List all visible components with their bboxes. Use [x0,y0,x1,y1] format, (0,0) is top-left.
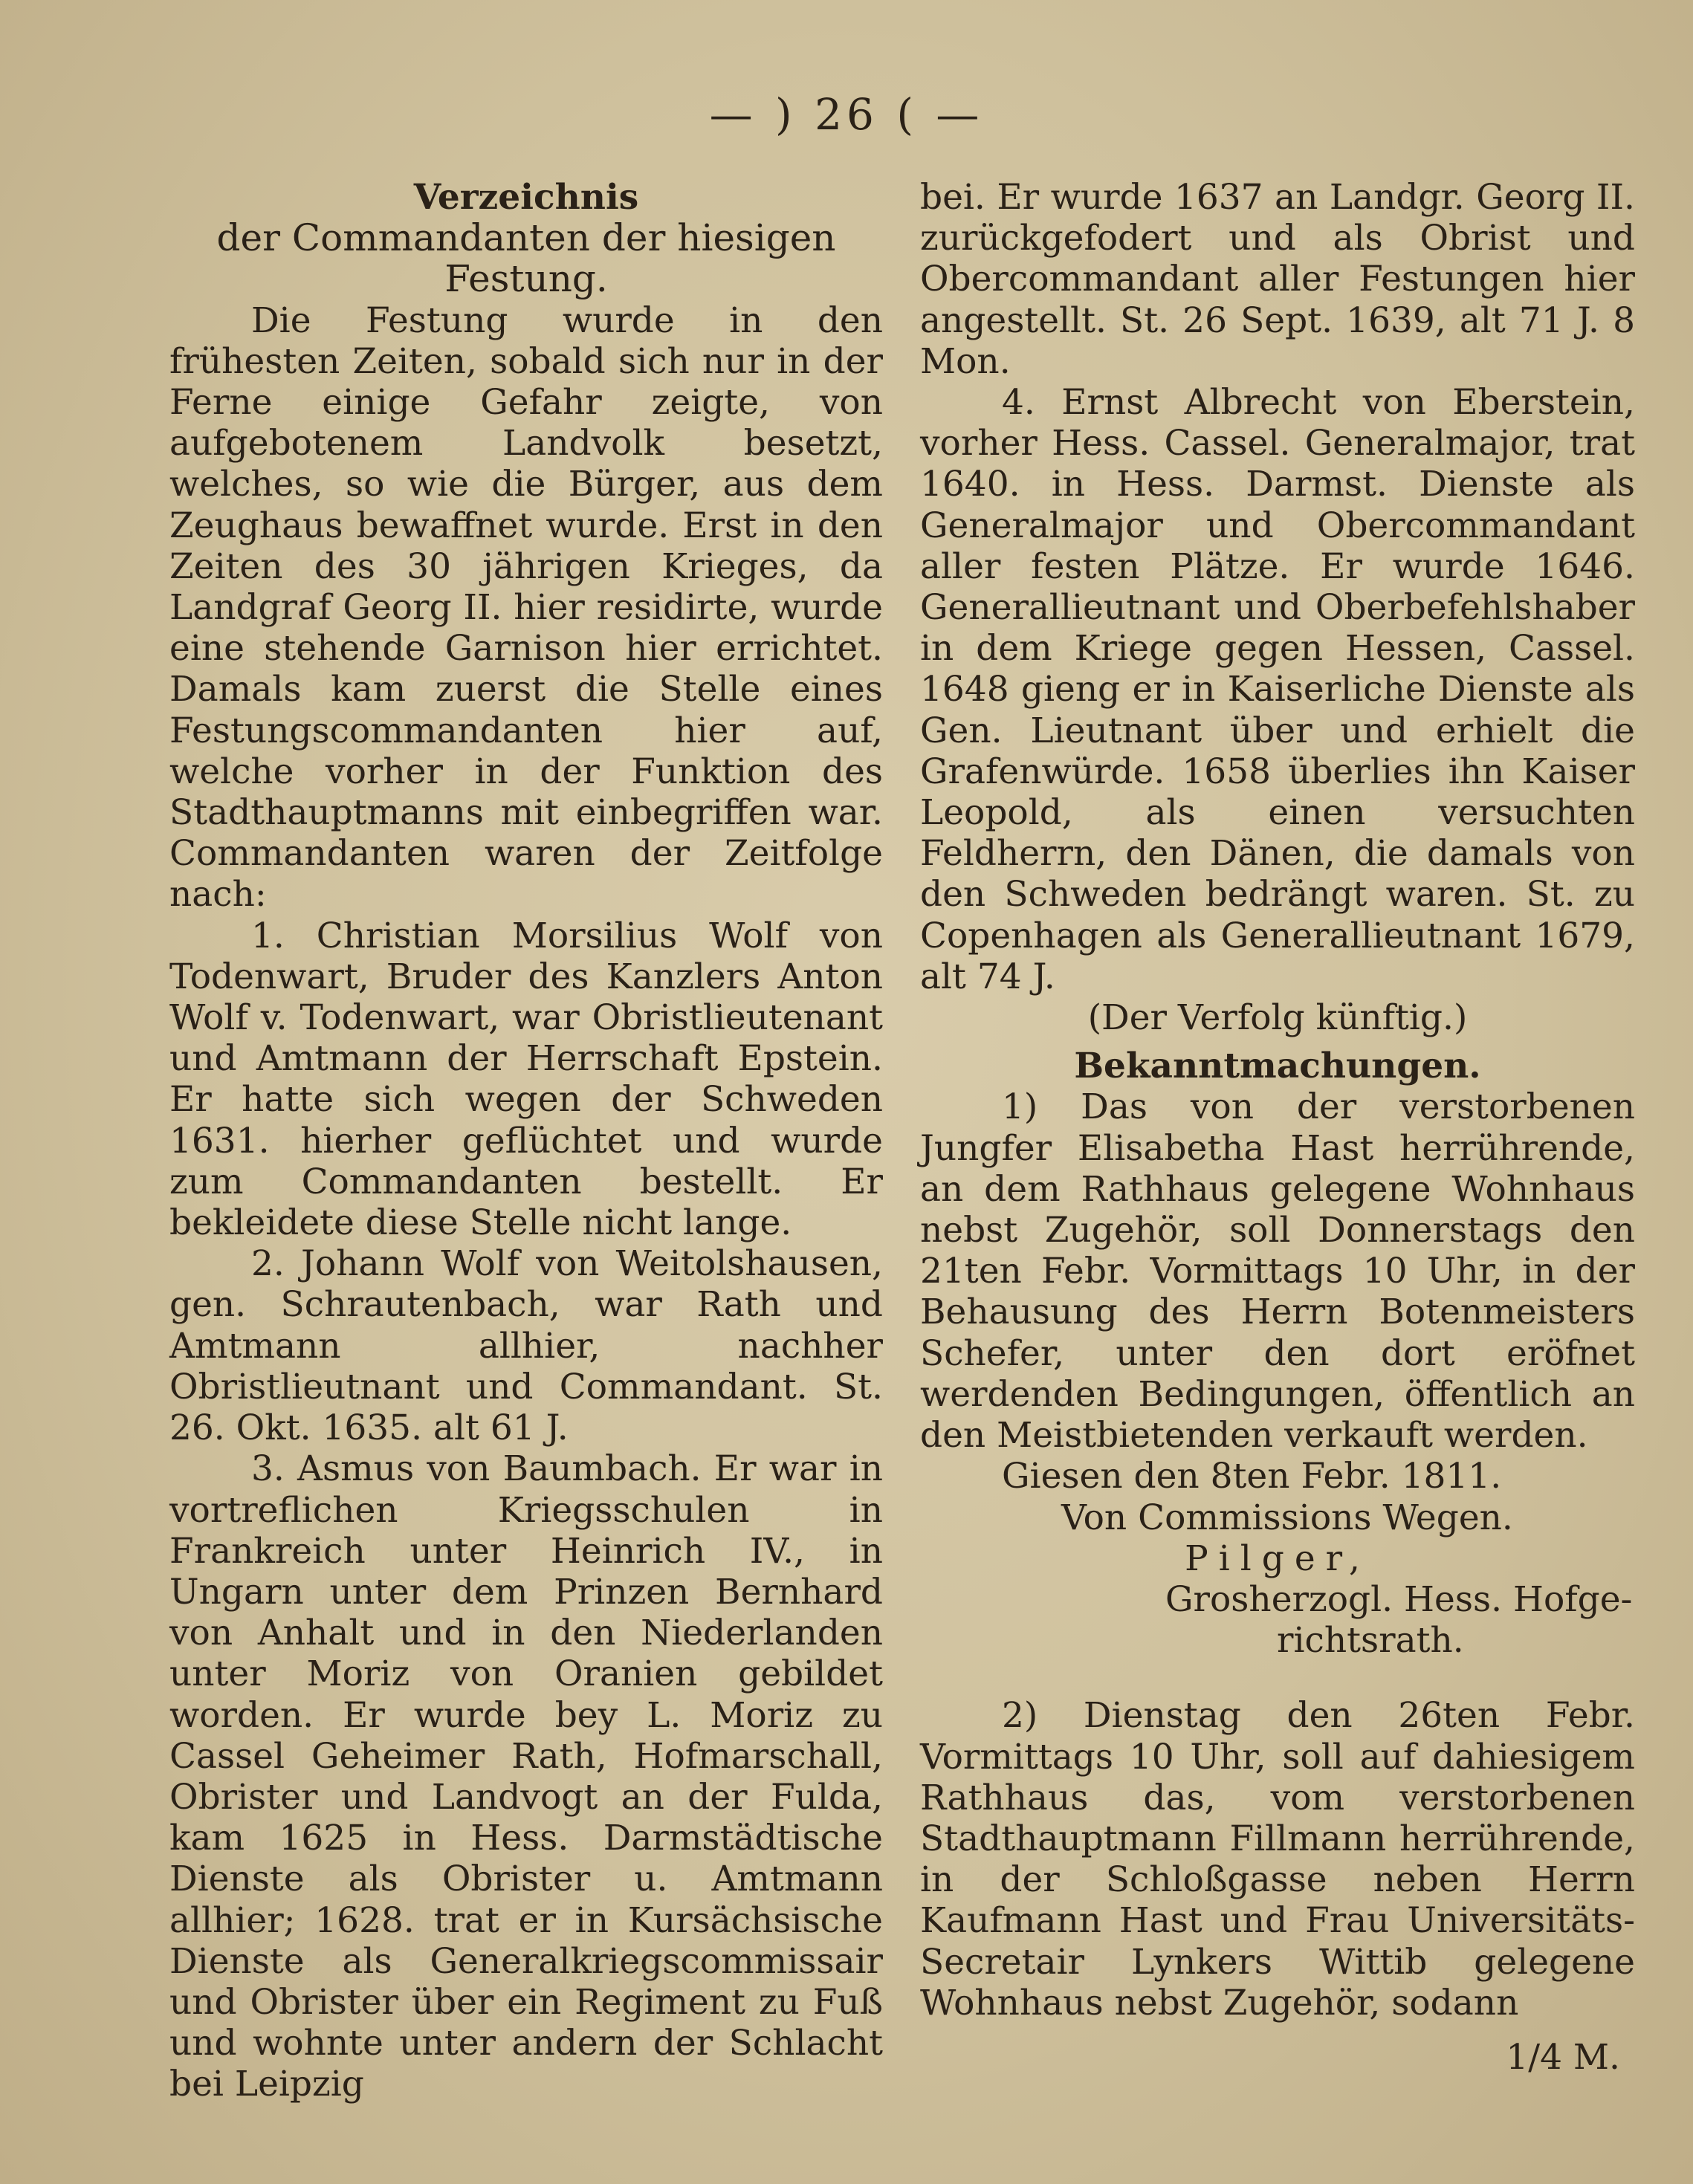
commandant-entry-1: 1. Christian Morsilius Wolf von Todenwart, Bruder des Kanzlers Anton Wolf v. Todenwart, war Obristlieutenant und Amtmann der Herrschaft Epstein. Er hatte sich wegen der Schweden 1631. hierher geflüchtet und wurde zum Commandanten bestellt. Er bekleidete diese Stelle nicht lange. [169,915,883,1244]
intro-paragraph: Die Festung wurde in den frühesten Zeiten, sobald sich nur in der Ferne einige Gefahr zeigte, von aufgebotenem Landvolk besetzt, welches, so wie die Bürger, aus dem Zeughaus bewaffnet wurde. Erst in den Zeiten des 30 jährigen Krieges, da Landgraf Georg II. hier residirte, wurde eine stehende Garnison hier errichtet. Damals kam zuerst die Stelle eines Festungscommandanten hier auf, welche vorher in der Funktion des Stadthauptmanns mit einbegriffen war. Commandanten waren der Zeitfolge nach: [169,299,883,916]
commandant-entry-3: 3. Asmus von Baumbach. Er war in vortreflichen Kriegsschulen in Frankreich unter Heinrich IV., in Ungarn unter dem Prinzen Bernhard von Anhalt und in den Niederlanden unter Moriz von Oranien gebildet worden. Er wurde bey L. Moriz zu Cassel Geheimer Rath, Hofmarschall, Obrister und Landvogt an der Fulda, kam 1625 in Hess. Darmstädtische Dienste als Obrister u. Amtmann allhier; 1628. trat er in Kursächsische Dienste als Generalkriegscommissair und Obrister über ein Regiment zu Fuß und wohnte unter andern der Schlacht bei Leipzig [169,1448,883,2105]
notices-heading: Bekanntmachungen. [1074,1046,1481,1087]
commandant-entry-2: 2. Johann Wolf von Weitolshausen, gen. Schrautenbach, war Rath und Amtmann allhier, nachher Obristlieutnant und Commandant. St. 26. Okt. 1635. alt 61 J. [169,1243,883,1449]
notice-2: 2) Dienstag den 26ten Febr. Vormittags 10 Uhr, soll auf dahiesigem Rathhaus das, vom verstorbenen Stadthauptmann Fillmann herrührende, in der Schloßgasse neben Herrn Kaufmann Hast und Frau Universitäts-Secretair Lynkers Wittib gelegene Wohnhaus nebst Zugehör, sodann [920,1695,1635,2023]
commandant-entry-4: 4. Ernst Albrecht von Eberstein, vorher Hess. Cassel. Generalmajor, trat 1640. in Hess. Darmst. Dienste als Generalmajor und Obercommandant aller festen Plätze. Er wurde 1646. Generallieutnant und Oberbefehlshaber in dem Kriege gegen Hessen, Cassel. 1648 gieng er in Kaiserliche Dienste als Gen. Lieutnant über und erhielt die Grafenwürde. 1658 überlies ihn Kaiser Leopold, als einen versuchten Feldherrn, den Dänen, die damals von den Schweden bedrängt waren. St. zu Copenhagen als Generallieutnant 1679, alt 74 J. [920,382,1635,997]
right-column [920,177,1635,2078]
section-subtitle: der Commandanten der hiesigen Festung. [216,216,836,301]
catchword: 1/4 M. [1506,2036,1620,2078]
dateline: Giesen den 8ten Febr. 1811. [1002,1456,1502,1497]
signature-title-line-1: Grosherzogl. Hess. Hofge- [1165,1578,1633,1620]
signature-name: Pilger, [1185,1537,1370,1579]
entry-3-continuation: bei. Er wurde 1637 an Landgr. Georg II. zurückgefodert und als Obrist und Obercommandant aller Festungen hier angestellt. St. 26 Sept. 1639, alt 71 J. 8 Mon. [920,177,1635,382]
signature-title-line-2: richtsrath. [1277,1620,1464,1662]
to-be-continued-note: (Der Verfolg künftig.) [1087,997,1468,1039]
spacer [920,1661,1635,1695]
section-title: Verzeichnis [413,177,639,218]
left-column [169,177,883,2105]
page-number-header: — ) 26 ( — [709,89,984,140]
notice-1: 1) Das von der verstorbenen Jungfer Elisabetha Hast herrührende, an dem Rathhaus gelegene Wohnhaus nebst Zugehör, soll Donnerstags den 21ten Febr. Vormittags 10 Uhr, in der Behausung des Herrn Botenmeisters Schefer, unter den dort eröfnet werdenden Bedingungen, öffentlich an den Meistbietenden verkauft werden. [920,1086,1635,1456]
commission-line: Von Commissions Wegen. [1061,1497,1513,1538]
